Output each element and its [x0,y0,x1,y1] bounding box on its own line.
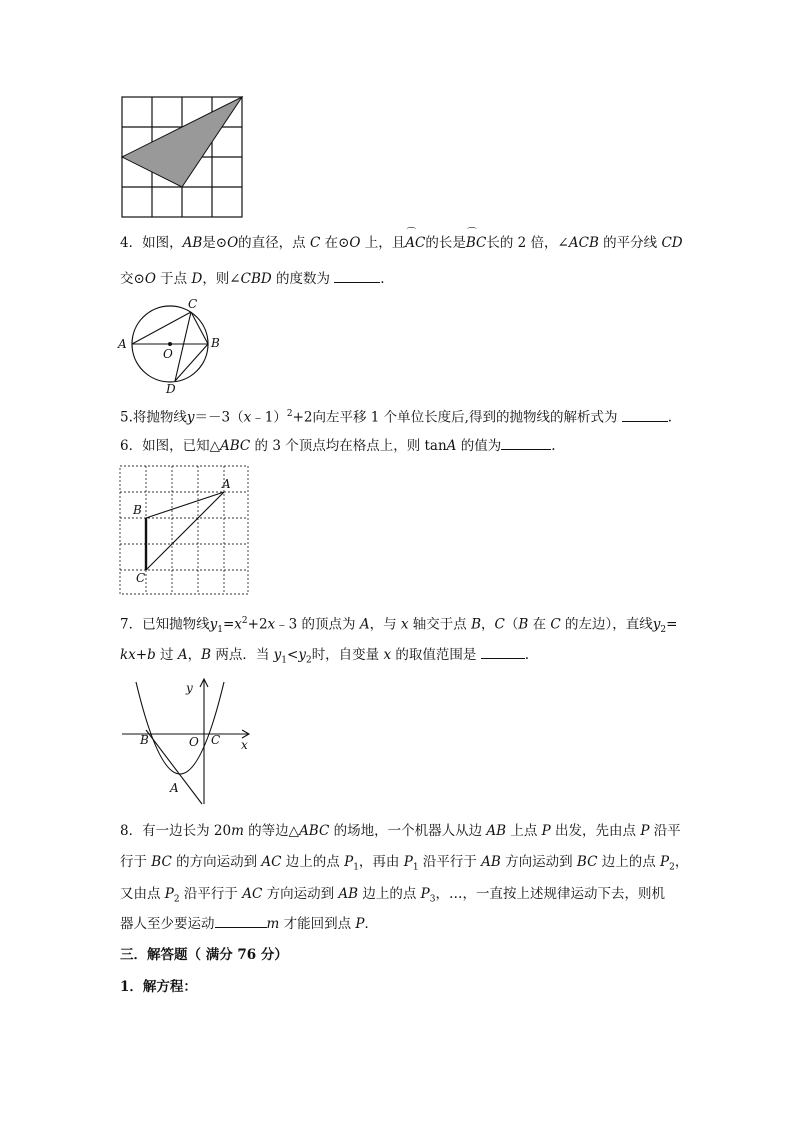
svg-text:C: C [211,733,221,747]
svg-text:O: O [189,735,199,749]
svg-text:A: A [118,337,127,351]
q5-answer-blank[interactable] [622,421,668,422]
svg-text:x: x [241,738,248,752]
q6-line: 6．如图，已知△ABC 的 3 个顶点均在格点上，则 tanA 的值为 . [120,438,556,454]
svg-text:B: B [211,336,220,350]
svg-text:A: A [170,781,179,795]
parabola-figure [118,676,258,806]
svg-text:B: B [140,733,149,747]
q8-line-2: 行于 BC 的方向运动到 AC 边上的点 $P_1$，再由 $P_1$ 沿平行于 AB 方向运动到 BC 边上的点 $P_2$， [120,854,689,873]
svg-text:A: A [222,477,231,491]
q4-line-2: 交⊙O 于点 D，则∠CBD 的度数为 . [120,271,385,287]
q7-line-1: 7．已知抛物线$y_1=x^2+2x﹣3$ 的顶点为 A，与 x 轴交于点 B，C（B 在 C 的左边），直线$y_2=$ [120,616,678,636]
q6-answer-blank[interactable] [501,449,551,450]
svg-text:B: B [133,503,142,517]
q5-line: 5.将抛物线y＝－3（x﹣1）$^2$+2向左平移 1 个单位长度后,得到的抛物线的解析式为 . [120,409,673,426]
subquestion-1: 1．解方程： [120,979,197,995]
q8-line-4: 器人至少要运动 m 才能回到点 P． [120,916,378,932]
arc-bc: ⌒ BC [466,234,487,252]
grid-triangle-figure [120,96,244,220]
svg-text:D: D [166,382,176,396]
dashed-grid-figure [118,464,252,598]
arc-ac: ⌒ AC [405,234,425,252]
circle-figure [116,296,228,396]
q4-line-1: 4．如图，AB是⊙O的直径，点 C 在⊙O 上，且⌒ AC的长是⌒ BC长的 2 倍，∠ACB 的平分线 CD [120,234,683,252]
q8-line-3: 又由点 $P_2$ 沿平行于 AC 方向运动到 AB 边上的点 $P_3$，…，一直按上述规律运动下去，则机 [120,886,665,905]
svg-text:C: C [136,571,146,585]
q7-line-2: kx+b 过 A，B 两点．当 $y_1<y_2$时，自变量 x 的取值范围是 . [120,647,529,666]
section-3-title: 三．解答题（ 满分 76 分） [120,947,288,963]
svg-text:C: C [188,297,198,311]
svg-text:O: O [163,347,173,361]
svg-text:y: y [186,681,193,695]
q8-answer-blank[interactable] [215,927,267,928]
q7-answer-blank[interactable] [481,658,525,659]
q8-line-1: 8．有一边长为 20m 的等边△ABC 的场地，一个机器人从边 AB 上点 P 出发，先由点 P 沿平 [120,823,681,839]
q4-answer-blank[interactable] [334,282,380,283]
